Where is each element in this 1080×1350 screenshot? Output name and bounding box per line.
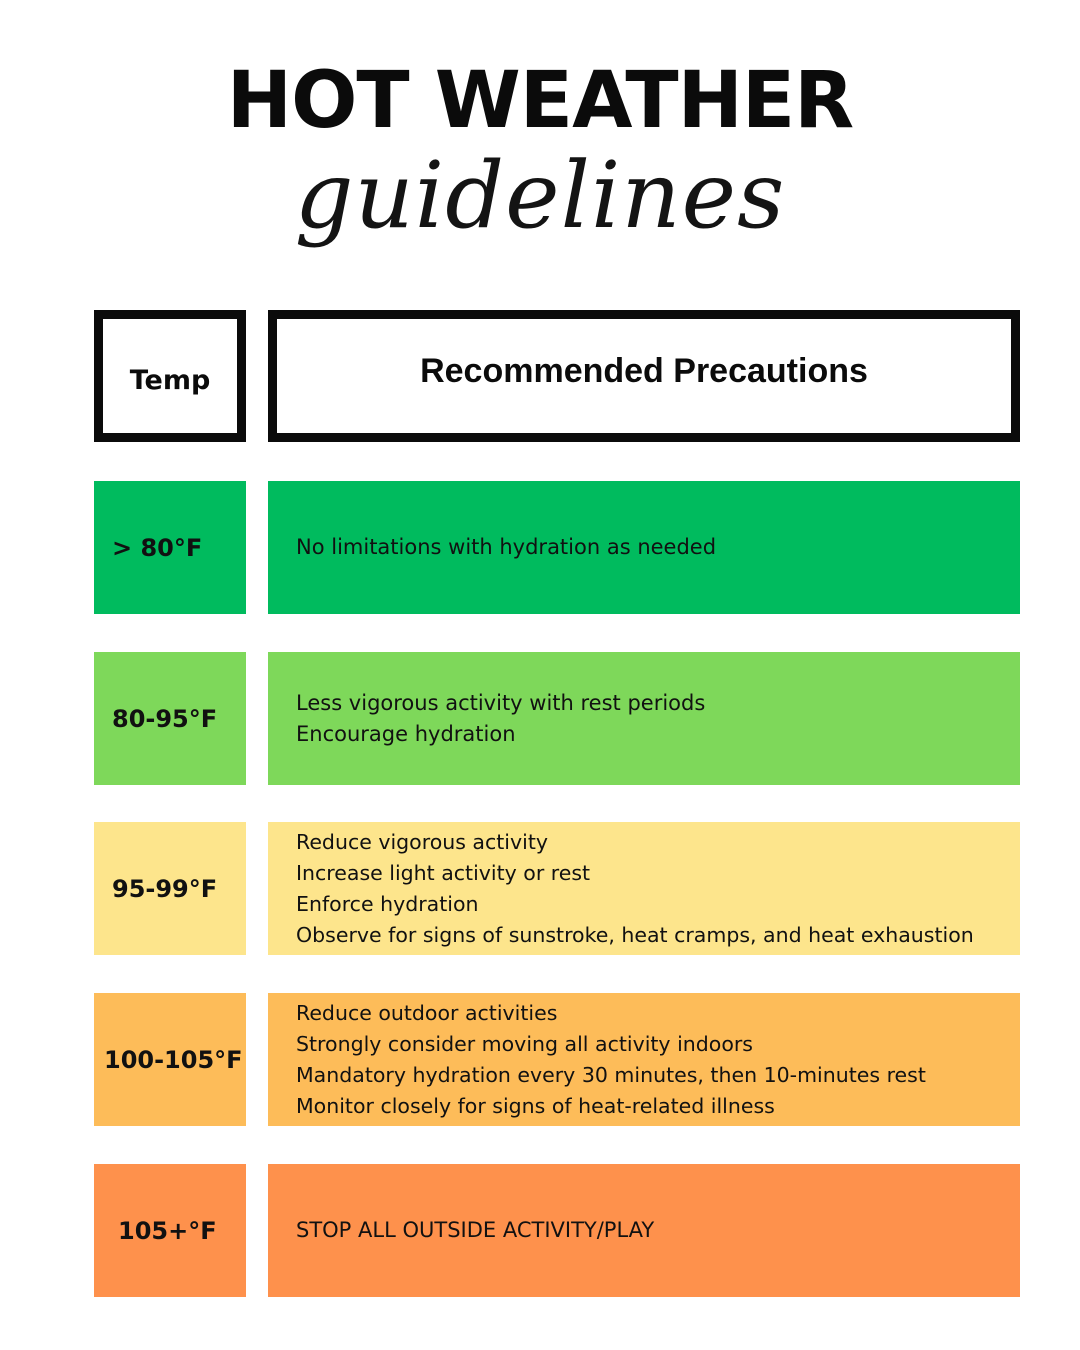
precaution-item: Mandatory hydration every 30 minutes, then 10-minutes rest — [296, 1062, 926, 1087]
precautions-list — [296, 827, 974, 951]
precaution-item: No limitations with hydration as needed — [296, 535, 717, 559]
precautions-header-box — [268, 310, 1020, 442]
temp-cell-row-2 — [94, 822, 246, 955]
temp-range-label: > 80°F — [112, 533, 203, 562]
precaution-item: Encourage hydration — [296, 721, 516, 746]
precaution-item: Less vigorous activity with rest periods — [296, 690, 706, 715]
precaution-item: Monitor closely for signs of heat-related illness — [296, 1093, 775, 1118]
precaution-item: STOP ALL OUTSIDE ACTIVITY/PLAY — [296, 1218, 655, 1242]
temp-range-label: 95-99°F — [112, 874, 218, 903]
temp-cell-row-1 — [94, 652, 246, 785]
precaution-item: Enforce hydration — [296, 891, 479, 916]
precautions-list — [296, 1215, 654, 1246]
precautions-cell-row-3 — [268, 993, 1020, 1126]
temp-header-label: Temp — [129, 364, 211, 396]
precaution-item: Observe for signs of sunstroke, heat cramps, and heat exhaustion — [296, 922, 974, 947]
precautions-cell-row-1 — [268, 652, 1020, 785]
precaution-item: Reduce outdoor activities — [296, 1000, 558, 1025]
precautions-list — [296, 532, 716, 563]
temp-cell-row-0 — [94, 481, 246, 614]
precautions-list — [296, 688, 705, 750]
temp-cell-row-4 — [94, 1164, 246, 1297]
temp-header-box — [94, 310, 246, 442]
precaution-item: Strongly consider moving all activity indoors — [296, 1031, 753, 1056]
precautions-list — [296, 998, 926, 1122]
precautions-cell-row-4 — [268, 1164, 1020, 1297]
page-title: HOT WEATHER — [226, 56, 854, 146]
temp-range-label: 80-95°F — [112, 704, 218, 733]
precautions-cell-row-0 — [268, 481, 1020, 614]
temp-cell-row-3 — [94, 993, 246, 1126]
page-subtitle: guidelines — [294, 142, 786, 249]
precaution-item: Increase light activity or rest — [296, 860, 591, 885]
precaution-item: Reduce vigorous activity — [296, 829, 548, 854]
temp-range-label: 105+°F — [118, 1216, 217, 1245]
precautions-header-label: Recommended Precautions — [420, 351, 868, 390]
precautions-cell-row-2 — [268, 822, 1020, 955]
temp-range-label: 100-105°F — [104, 1045, 243, 1074]
